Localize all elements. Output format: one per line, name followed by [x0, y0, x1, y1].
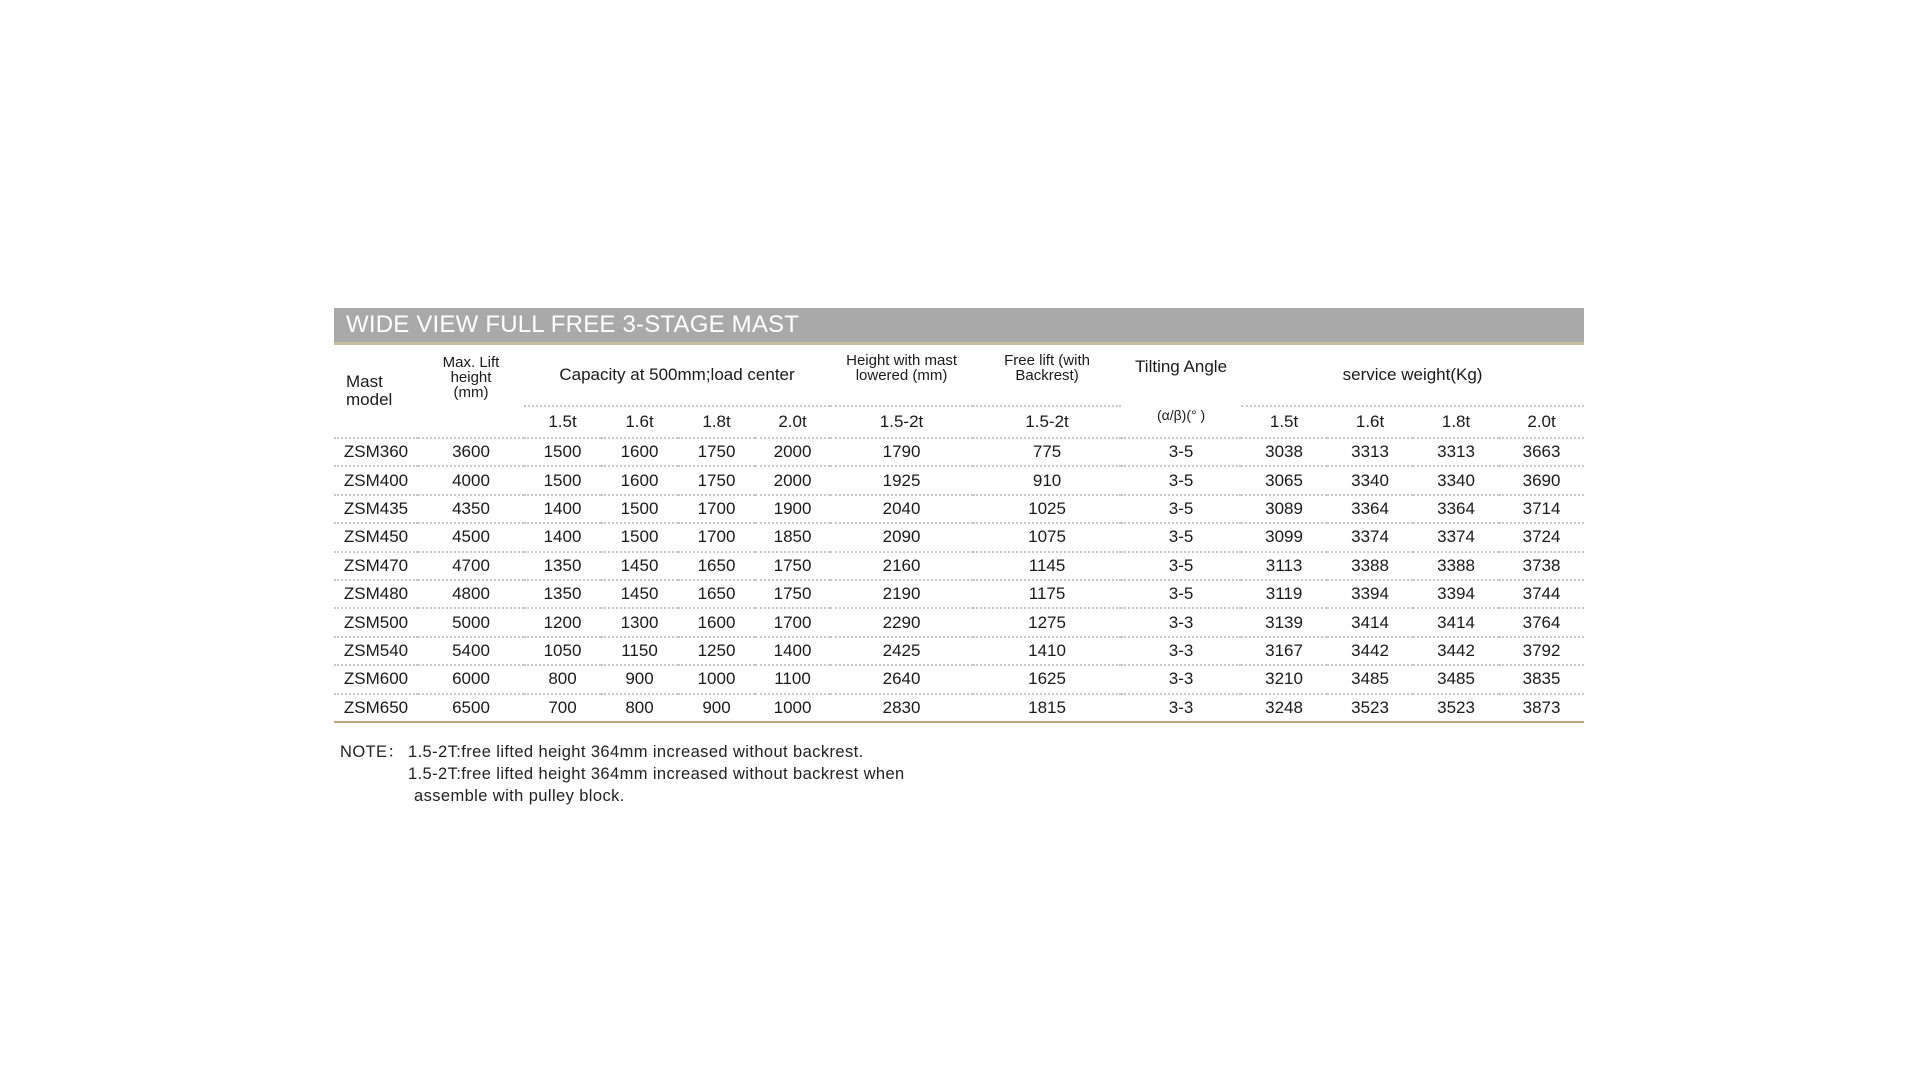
cell-weight-1-6t: 3442	[1327, 638, 1413, 666]
table-row	[334, 638, 1584, 666]
cell-weight-1-5t: 3038	[1241, 439, 1327, 467]
cell-weight-1-5t: 3099	[1241, 524, 1327, 552]
cell-tilting-angle: 3-5	[1121, 553, 1241, 581]
cell-capacity-2-0t: 1000	[773, 697, 812, 717]
table-row	[334, 609, 1584, 637]
cell-mast-model: ZSM540	[334, 638, 418, 666]
cell-weight-2-0t: 3690	[1499, 467, 1584, 495]
table-row	[334, 496, 1584, 524]
header-height-1-5-2t: 1.5-2t	[830, 407, 973, 439]
cell-weight-1-5t: 3065	[1241, 467, 1327, 495]
cell-capacity-1-5t: 1400	[524, 496, 601, 524]
cell-tilting-angle: 3-3	[1121, 609, 1241, 637]
header-height-lowered	[830, 345, 973, 407]
table-row	[334, 524, 1584, 552]
cell-capacity-1-6t: 1500	[601, 496, 678, 524]
footnote-label: NOTE：	[340, 742, 405, 761]
cell-max-lift: 4000	[418, 467, 524, 495]
cell-mast-model: ZSM650	[343, 697, 409, 717]
cell-weight-1-5t: 3210	[1241, 666, 1327, 694]
cell-free-lift: 1145	[973, 553, 1121, 581]
cell-capacity-2-0t: 1750	[755, 581, 830, 609]
cell-height-lowered: 2830	[882, 697, 921, 717]
cell-capacity-1-5t: 1400	[524, 524, 601, 552]
cell-tilting-angle: 3-5	[1121, 581, 1241, 609]
cell-capacity-1-5t: 800	[524, 666, 601, 694]
table-row	[334, 467, 1584, 495]
cell-weight-1-6t: 3388	[1327, 553, 1413, 581]
cell-weight-1-5t: 3139	[1241, 609, 1327, 637]
cell-height-lowered: 1790	[830, 439, 973, 467]
footnote-text-2: 1.5-2T:free lifted height 364mm increased without backrest when	[408, 764, 905, 783]
cell-weight-2-0t: 3738	[1499, 553, 1584, 581]
cell-capacity-1-5t: 1050	[524, 638, 601, 666]
cell-max-lift: 3600	[418, 439, 524, 467]
cell-max-lift: 4700	[418, 553, 524, 581]
cell-capacity-1-6t: 1450	[601, 581, 678, 609]
cell-weight-1-6t: 3394	[1327, 581, 1413, 609]
cell-tilting-angle: 3-5	[1121, 439, 1241, 467]
table-title: WIDE VIEW FULL FREE 3-STAGE MAST	[334, 308, 1584, 345]
footnote-text-3: assemble with pulley block.	[414, 786, 625, 805]
cell-capacity-1-6t: 900	[601, 666, 678, 694]
cell-capacity-1-6t: 1600	[601, 467, 678, 495]
cell-capacity-1-6t: 800	[625, 697, 654, 717]
cell-tilting-angle: 3-5	[1121, 467, 1241, 495]
cell-capacity-2-0t: 1700	[755, 609, 830, 637]
cell-weight-1-8t: 3442	[1413, 638, 1499, 666]
cell-capacity-1-5t: 1500	[524, 467, 601, 495]
cell-weight-1-5t: 3089	[1241, 496, 1327, 524]
cell-capacity-2-0t: 2000	[755, 439, 830, 467]
table-row	[334, 666, 1584, 694]
cell-weight-2-0t: 3714	[1499, 496, 1584, 524]
cell-capacity-2-0t: 1850	[755, 524, 830, 552]
cell-weight-1-5t: 3113	[1241, 553, 1327, 581]
cell-height-lowered: 2290	[830, 609, 973, 637]
cell-capacity-1-8t: 1650	[678, 553, 755, 581]
cell-free-lift: 1410	[973, 638, 1121, 666]
header-mast-model-label: Mast model	[346, 371, 393, 409]
cell-capacity-1-8t: 1250	[678, 638, 755, 666]
cell-tilting-angle: 3-3	[1121, 666, 1241, 694]
cell-free-lift: 910	[973, 467, 1121, 495]
footnote-text-1: 1.5-2T:free lifted height 364mm increased without backrest.	[408, 742, 864, 761]
cell-weight-1-8t: 3523	[1437, 697, 1475, 717]
cell-height-lowered: 2090	[830, 524, 973, 552]
cell-capacity-1-8t: 1700	[678, 524, 755, 552]
cell-max-lift: 4350	[418, 496, 524, 524]
cell-mast-model: ZSM450	[334, 524, 418, 552]
cell-tilting-angle: 3-5	[1121, 524, 1241, 552]
header-capacity-1-5t: 1.5t	[524, 407, 601, 439]
cell-max-lift: 5400	[418, 638, 524, 666]
cell-capacity-1-8t: 1750	[678, 467, 755, 495]
cell-weight-2-0t: 3873	[1522, 697, 1561, 717]
header-free-lift-label: Free lift (with Backrest)	[1004, 352, 1090, 384]
cell-capacity-1-8t: 900	[702, 697, 731, 717]
cell-capacity-1-5t: 1350	[524, 581, 601, 609]
cell-weight-1-8t: 3364	[1413, 496, 1499, 524]
table-row	[334, 581, 1584, 609]
cell-free-lift: 1075	[973, 524, 1121, 552]
cell-weight-1-8t: 3313	[1413, 439, 1499, 467]
cell-weight-1-8t: 3340	[1413, 467, 1499, 495]
cell-weight-1-8t: 3414	[1413, 609, 1499, 637]
cell-capacity-1-5t: 700	[548, 697, 577, 717]
spec-sheet	[334, 308, 1584, 807]
cell-max-lift: 6500	[452, 697, 490, 717]
cell-mast-model: ZSM360	[334, 439, 418, 467]
cell-weight-1-6t: 3485	[1327, 666, 1413, 694]
cell-capacity-2-0t: 2000	[755, 467, 830, 495]
cell-weight-2-0t: 3764	[1499, 609, 1584, 637]
footnote	[334, 741, 1584, 807]
cell-weight-2-0t: 3835	[1499, 666, 1584, 694]
cell-mast-model: ZSM470	[334, 553, 418, 581]
cell-height-lowered: 2160	[830, 553, 973, 581]
cell-free-lift: 775	[973, 439, 1121, 467]
footnote-line-1	[340, 741, 1584, 763]
cell-max-lift: 5000	[418, 609, 524, 637]
cell-capacity-1-6t: 1300	[601, 609, 678, 637]
cell-capacity-2-0t: 1900	[755, 496, 830, 524]
header-weight-1-6t: 1.6t	[1327, 407, 1413, 439]
header-free-lift-1-5-2t: 1.5-2t	[973, 407, 1121, 439]
cell-height-lowered: 1925	[830, 467, 973, 495]
cell-capacity-1-8t: 1000	[678, 666, 755, 694]
cell-capacity-1-5t: 1350	[524, 553, 601, 581]
table-row	[334, 695, 1584, 721]
cell-height-lowered: 2425	[830, 638, 973, 666]
cell-weight-1-8t: 3374	[1413, 524, 1499, 552]
cell-weight-2-0t: 3663	[1499, 439, 1584, 467]
header-capacity: Capacity at 500mm;load center	[524, 345, 830, 407]
header-weight-2-0t: 2.0t	[1499, 407, 1584, 439]
cell-max-lift: 4500	[418, 524, 524, 552]
cell-weight-2-0t: 3724	[1499, 524, 1584, 552]
cell-capacity-1-6t: 1150	[601, 638, 678, 666]
header-height-lowered-label: Height with mast lowered (mm)	[846, 352, 957, 384]
cell-mast-model: ZSM400	[334, 467, 418, 495]
cell-weight-1-6t: 3523	[1351, 697, 1389, 717]
cell-weight-1-8t: 3485	[1413, 666, 1499, 694]
cell-capacity-1-5t: 1500	[524, 439, 601, 467]
cell-tilting-angle: 3-3	[1168, 697, 1194, 717]
cell-weight-2-0t: 3744	[1499, 581, 1584, 609]
mast-spec-table	[334, 345, 1584, 723]
cell-weight-1-6t: 3414	[1327, 609, 1413, 637]
header-capacity-2-0t: 2.0t	[755, 407, 830, 439]
cell-capacity-1-8t: 1700	[678, 496, 755, 524]
cell-capacity-1-8t: 1600	[678, 609, 755, 637]
header-capacity-1-8t: 1.8t	[678, 407, 755, 439]
cell-free-lift: 1625	[973, 666, 1121, 694]
cell-weight-1-6t: 3364	[1327, 496, 1413, 524]
cell-capacity-1-6t: 1450	[601, 553, 678, 581]
cell-capacity-1-8t: 1650	[678, 581, 755, 609]
cell-weight-1-5t: 3167	[1241, 638, 1327, 666]
cell-max-lift: 4800	[418, 581, 524, 609]
header-free-lift	[973, 345, 1121, 407]
cell-weight-1-6t: 3340	[1327, 467, 1413, 495]
header-max-lift	[418, 345, 524, 439]
cell-capacity-1-6t: 1500	[601, 524, 678, 552]
cell-mast-model: ZSM600	[334, 666, 418, 694]
table-row	[334, 553, 1584, 581]
header-tilting-sub: (α/β)(° )	[1121, 407, 1241, 439]
cell-free-lift: 1815	[1028, 697, 1066, 717]
header-weight-1-5t: 1.5t	[1241, 407, 1327, 439]
cell-weight-1-8t: 3388	[1413, 553, 1499, 581]
cell-capacity-1-8t: 1750	[678, 439, 755, 467]
header-weight-1-8t: 1.8t	[1413, 407, 1499, 439]
header-capacity-1-6t: 1.6t	[601, 407, 678, 439]
cell-weight-1-6t: 3313	[1327, 439, 1413, 467]
cell-height-lowered: 2190	[830, 581, 973, 609]
cell-capacity-2-0t: 1100	[755, 666, 830, 694]
cell-mast-model: ZSM480	[334, 581, 418, 609]
table-row	[334, 439, 1584, 467]
cell-free-lift: 1025	[973, 496, 1121, 524]
cell-capacity-1-5t: 1200	[524, 609, 601, 637]
cell-tilting-angle: 3-5	[1121, 496, 1241, 524]
cell-weight-1-8t: 3394	[1413, 581, 1499, 609]
header-tilting-angle: Tilting Angle	[1135, 357, 1228, 376]
cell-weight-1-5t: 3119	[1241, 581, 1327, 609]
cell-mast-model: ZSM500	[334, 609, 418, 637]
cell-weight-1-6t: 3374	[1327, 524, 1413, 552]
cell-mast-model: ZSM435	[334, 496, 418, 524]
cell-max-lift: 6000	[418, 666, 524, 694]
cell-capacity-2-0t: 1750	[755, 553, 830, 581]
cell-capacity-1-6t: 1600	[601, 439, 678, 467]
header-max-lift-label: Max. Lift height (mm)	[442, 354, 500, 401]
cell-weight-2-0t: 3792	[1499, 638, 1584, 666]
cell-height-lowered: 2640	[830, 666, 973, 694]
cell-capacity-2-0t: 1400	[755, 638, 830, 666]
cell-weight-1-5t: 3248	[1265, 697, 1303, 717]
header-mast-model	[334, 345, 418, 439]
cell-height-lowered: 2040	[830, 496, 973, 524]
header-service-weight: service weight(Kg)	[1241, 345, 1584, 407]
cell-tilting-angle: 3-3	[1121, 638, 1241, 666]
cell-free-lift: 1275	[973, 609, 1121, 637]
cell-free-lift: 1175	[973, 581, 1121, 609]
